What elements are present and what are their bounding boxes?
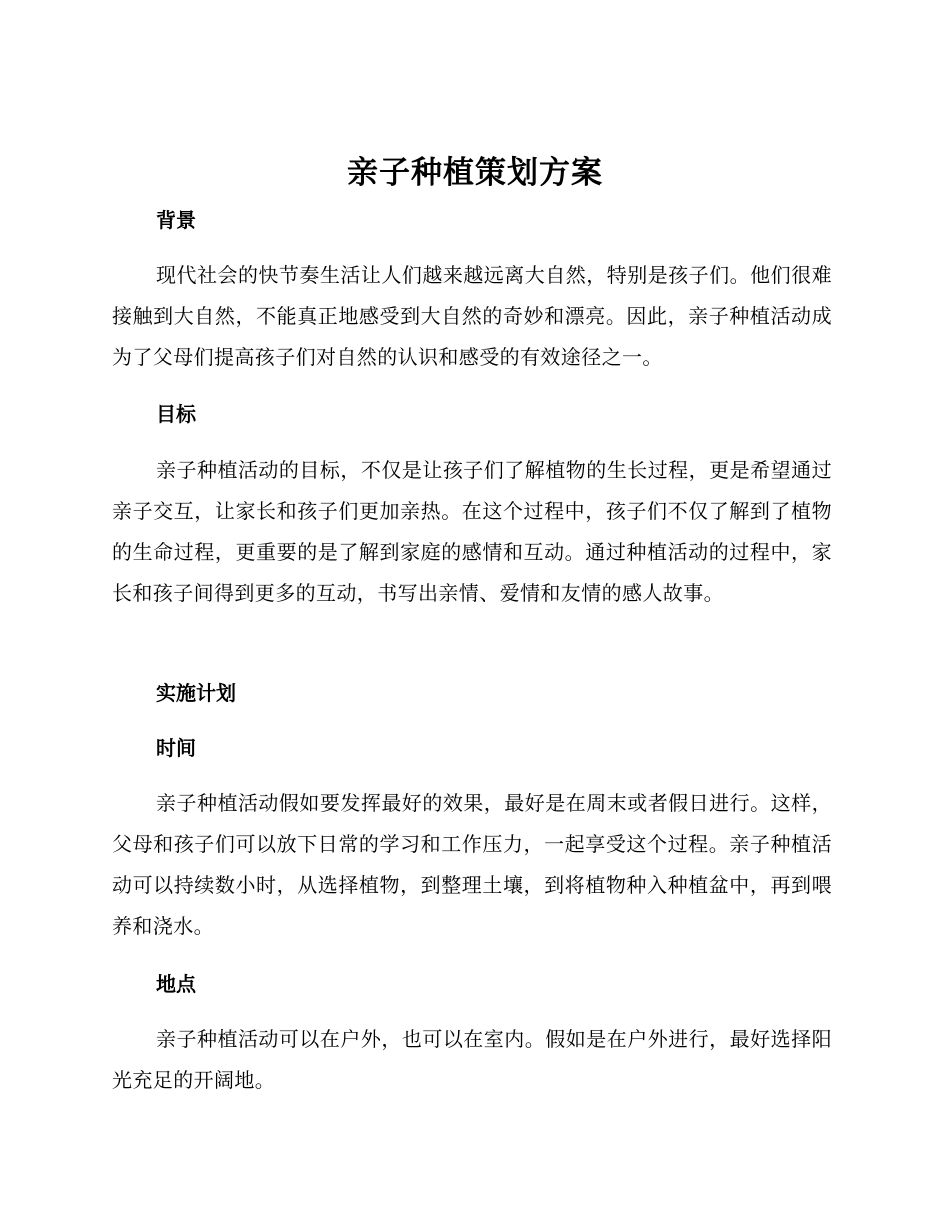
section-heading-goal: 目标 (156, 402, 196, 426)
paragraph-location: 亲子种植活动可以在户外，也可以在室内。假如是在户外进行，最好选择阳光充足的开阔地。 (112, 1027, 832, 1092)
section-heading-time: 时间 (156, 736, 196, 760)
paragraph-goal: 亲子种植活动的目标，不仅是让孩子们了解植物的生长过程，更是希望通过亲子交互，让家长和孩子们更加亲热。在这个过程中，孩子们不仅了解到了植物的生命过程，更重要的是了解到家庭的感情和互动。通过种植活动的过程中，家长和孩子间得到更多的互动，书写出亲情、爱情和友情的感人故事。 (112, 458, 832, 605)
section-heading-background: 背景 (156, 208, 196, 232)
section-heading-plan: 实施计划 (156, 681, 236, 705)
section-heading-location: 地点 (156, 972, 196, 996)
document-title: 亲子种植策划方案 (347, 155, 603, 191)
paragraph-time: 亲子种植活动假如要发挥最好的效果，最好是在周末或者假日进行。这样，父母和孩子们可以放下日常的学习和工作压力，一起享受这个过程。亲子种植活动可以持续数小时，从选择植物，到整理土壤，到将植物种入种植盆中，再到喂养和浇水。 (112, 791, 832, 938)
paragraph-background: 现代社会的快节奏生活让人们越来越远离大自然，特别是孩子们。他们很难接触到大自然，不能真正地感受到大自然的奇妙和漂亮。因此，亲子种植活动成为了父母们提高孩子们对自然的认识和感受的有效途径之一。 (112, 263, 832, 369)
